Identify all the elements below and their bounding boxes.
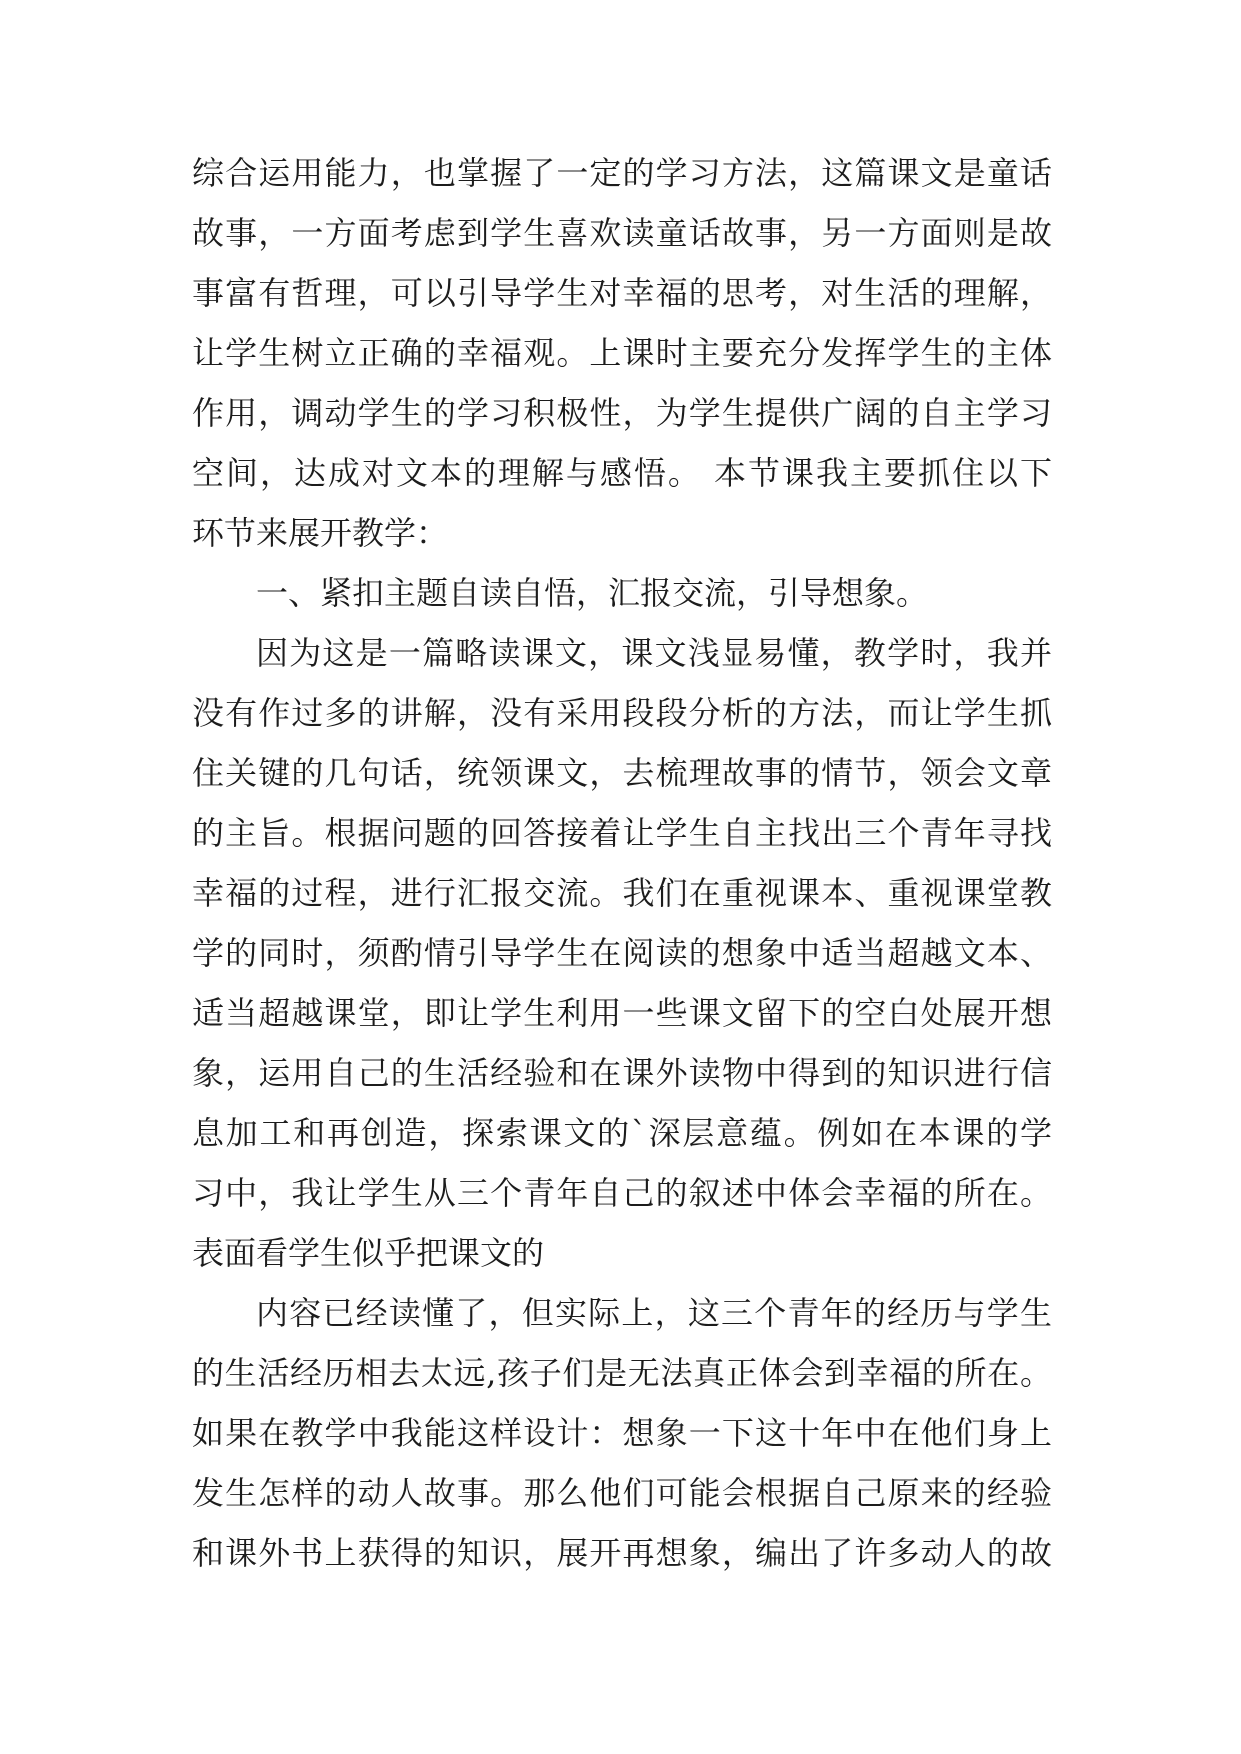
text-line: 内容已经读懂了，但实际上，这三个青年的经历与学生 xyxy=(256,1294,1052,1332)
text-line: 事富有哲理，可以引导学生对幸福的思考，对生活的理解， xyxy=(192,274,1052,312)
text-line: 发生怎样的动人故事。那么他们可能会根据自己原来的经验 xyxy=(192,1474,1052,1512)
text-line: 和课外书上获得的知识，展开再想象，编出了许多动人的故 xyxy=(192,1534,1052,1572)
text-line: 的主旨。根据问题的回答接着让学生自主找出三个青年寻找 xyxy=(192,814,1052,852)
text-line: 如果在教学中我能这样设计：想象一下这十年中在他们身上 xyxy=(192,1414,1052,1452)
text-line: 因为这是一篇略读课文，课文浅显易懂，教学时，我并 xyxy=(256,634,1052,672)
section-heading: 一、紧扣主题自读自悟，汇报交流，引导想象。 xyxy=(256,574,929,612)
text-line: 幸福的过程，进行汇报交流。我们在重视课本、重视课堂教 xyxy=(192,874,1052,912)
text-line: 让学生树立正确的幸福观。上课时主要充分发挥学生的主体 xyxy=(192,334,1052,372)
text-line: 象，运用自己的生活经验和在课外读物中得到的知识进行信 xyxy=(192,1054,1052,1092)
text-line: 的生活经历相去太远,孩子们是无法真正体会到幸福的所在。 xyxy=(192,1354,1052,1392)
text-line: 住关键的几句话，统领课文，去梳理故事的情节，领会文章 xyxy=(192,754,1052,792)
text-line: 学的同时，须酌情引导学生在阅读的想象中适当超越文本、 xyxy=(192,934,1052,972)
text-line: 作用，调动学生的学习积极性，为学生提供广阔的自主学习 xyxy=(192,394,1052,432)
text-line: 息加工和再创造，探索课文的`深层意蕴。例如在本课的学 xyxy=(192,1114,1052,1152)
body-text xyxy=(192,143,1052,1583)
text-line: 空间，达成对文本的理解与感悟。 本节课我主要抓住以下 xyxy=(192,454,1052,492)
text-line: 适当超越课堂，即让学生利用一些课文留下的空白处展开想 xyxy=(192,994,1052,1032)
text-line: 没有作过多的讲解，没有采用段段分析的方法，而让学生抓 xyxy=(192,694,1052,732)
text-line: 故事，一方面考虑到学生喜欢读童话故事，另一方面则是故 xyxy=(192,214,1052,252)
text-line: 环节来展开教学： xyxy=(192,514,449,552)
text-line: 表面看学生似乎把课文的 xyxy=(192,1234,545,1272)
text-line: 综合运用能力，也掌握了一定的学习方法，这篇课文是童话 xyxy=(192,154,1052,192)
text-line: 习中，我让学生从三个青年自己的叙述中体会幸福的所在。 xyxy=(192,1174,1052,1212)
